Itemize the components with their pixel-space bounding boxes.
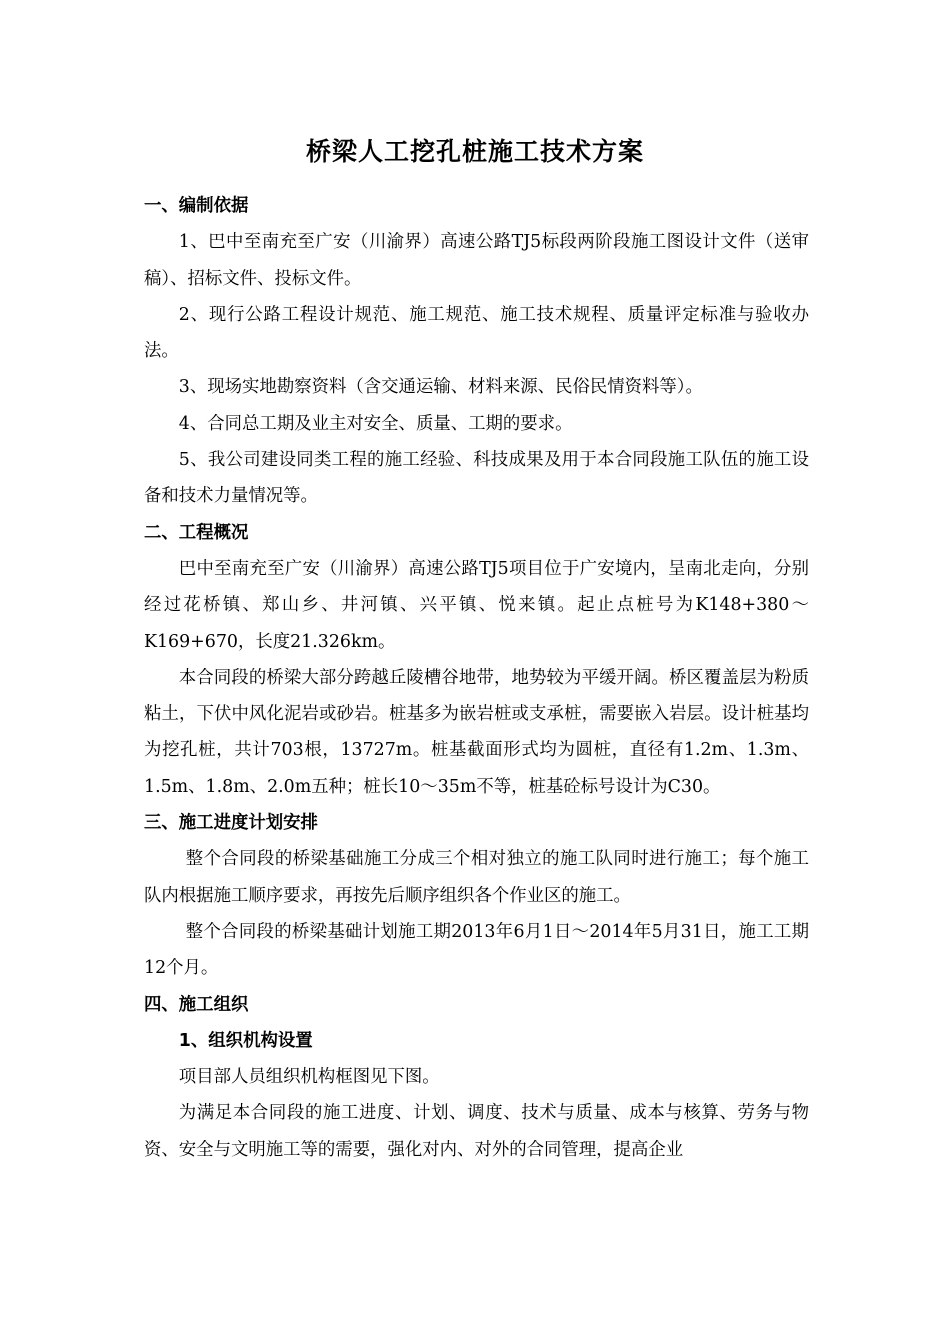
paragraph: 3、现场实地勘察资料（含交通运输、材料来源、民俗民情资料等）。 xyxy=(178,377,703,398)
paragraph: 整个合同段的桥梁基础计划施工期2013年6月1日～2014年5月31日，施工工期12个月。 xyxy=(144,921,809,979)
section-heading-schedule: 三、施工进度计划安排 xyxy=(144,813,318,834)
paragraph: 4、合同总工期及业主对安全、质量、工期的要求。 xyxy=(178,413,573,434)
paragraph: 整个合同段的桥梁基础施工分成三个相对独立的施工队同时进行施工；每个施工队内根据施工顺序要求，再按先后顺序组织各个作业区的施工。 xyxy=(144,849,809,906)
paragraph: 项目部人员组织机构框图见下图。 xyxy=(178,1067,440,1088)
paragraph: 5、我公司建设同类工程的施工经验、科技成果及用于本合同段施工队伍的施工设备和技术力量情况等。 xyxy=(144,450,809,507)
subsection-heading: 1、组织机构设置 xyxy=(178,1030,313,1051)
section-heading-overview: 二、工程概况 xyxy=(144,522,249,543)
paragraph: 为满足本合同段的施工进度、计划、调度、技术与质量、成本与核算、劳务与物资、安全与文明施工等的需要，强化对内、对外的合同管理，提高企业 xyxy=(144,1103,809,1160)
paragraph: 1、巴中至南充至广安（川渝界）高速公路TJ5标段两阶段施工图设计文件（送审稿）、招标文件、投标文件。 xyxy=(144,232,809,289)
document-title: 桥梁人工挖孔桩施工技术方案 xyxy=(305,137,644,166)
paragraph: 本合同段的桥梁大部分跨越丘陵槽谷地带，地势较为平缓开阔。桥区覆盖层为粉质粘土，下伏中风化泥岩或砂岩。桩基多为嵌岩桩或支承桩，需要嵌入岩层。设计桩基均为挖孔桩，共计703根，13727m。桩基截面形式均为圆桩，直径有1.2m、1.3m、1.5m、1.8m、2.0m五种；桩长10～35m不等，桩基砼标号设计为C30。 xyxy=(144,667,809,797)
paragraph: 巴中至南充至广安（川渝界）高速公路TJ5项目位于广安境内，呈南北走向，分别经过花桥镇、郑山乡、井河镇、兴平镇、悦来镇。起止点桩号为K148+380～K169+670，长度21.326km。 xyxy=(144,558,809,652)
section-heading-organization: 四、施工组织 xyxy=(144,994,249,1015)
section-heading-basis: 一、编制依据 xyxy=(144,196,249,216)
paragraph: 2、现行公路工程设计规范、施工规范、施工技术规程、质量评定标准与验收办法。 xyxy=(144,304,809,362)
document-body xyxy=(144,188,809,1168)
